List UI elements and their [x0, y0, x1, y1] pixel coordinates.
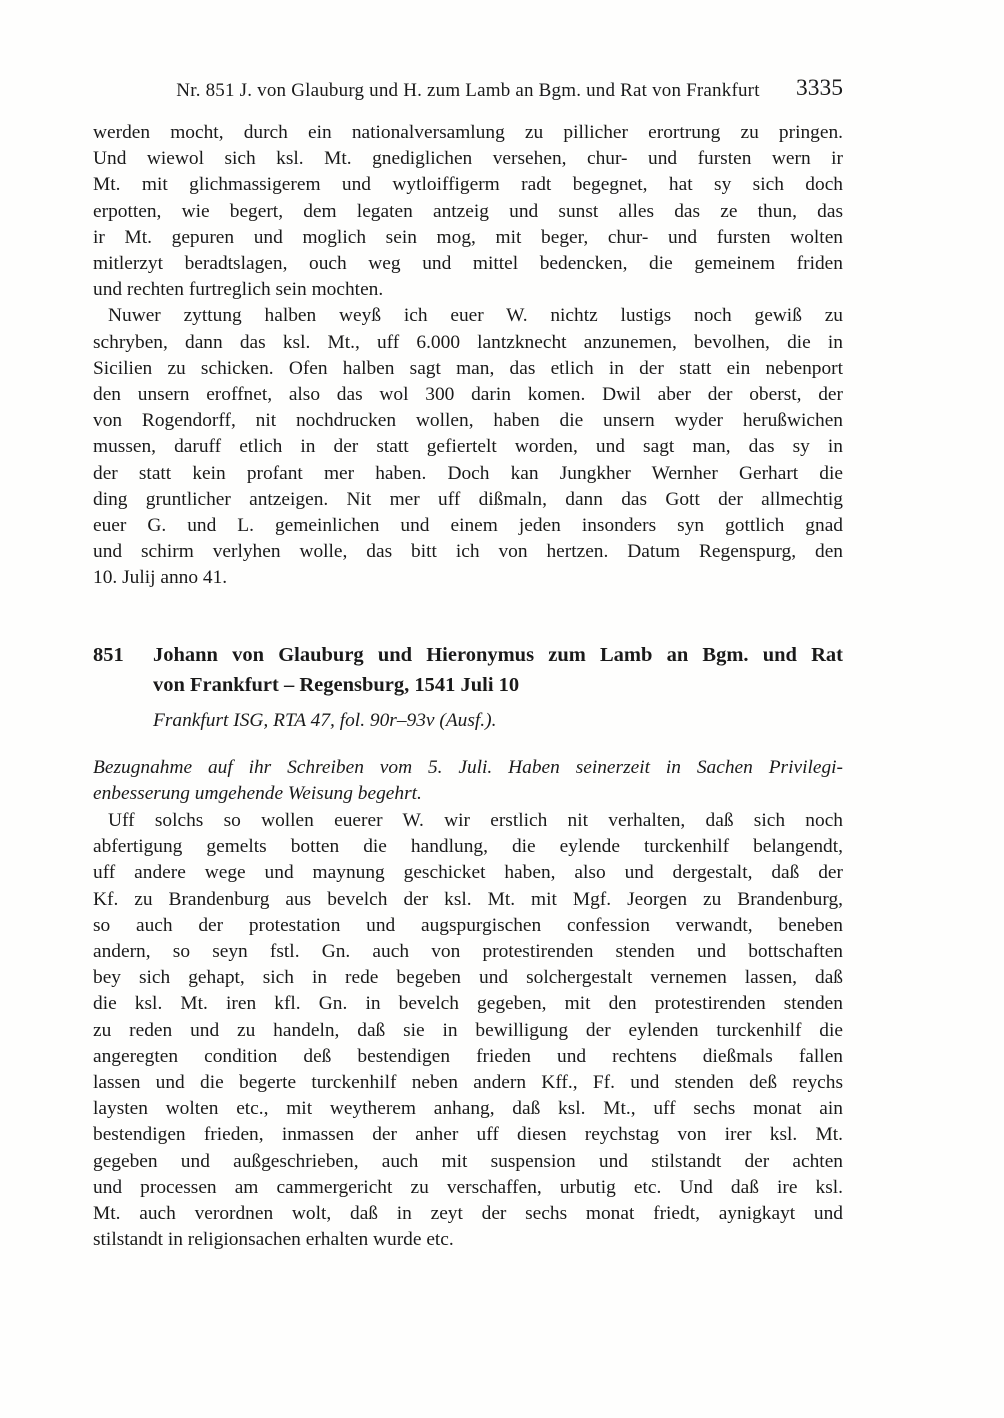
text-line: ir Mt. gepuren und moglich sein mog, mit beger, chur- und fursten wolten: [93, 226, 843, 248]
text-line: schryben, dann das ksl. Mt., uff 6.000 lantzknecht anzunemen, bevolhen, die in: [93, 331, 843, 353]
text-line: Mt. auch verordnen wolt, daß in zeyt der sechs monat friedt, aynigkayt und: [93, 1203, 843, 1225]
running-header: [93, 75, 843, 108]
text-line: Mt. mit glichmassigerem und wytloiffigerm radt begegnet, hat sy sich doch: [93, 174, 843, 196]
text-line: Uff solchs so wollen euerer W. wir erstlich nit verhalten, daß sich noch: [108, 810, 843, 831]
text-line: euer G. und L. gemeinlichen und einem jeden insonders syn gottlich gnad: [93, 515, 843, 537]
text-line: zu reden und zu handeln, daß sie in bewilligung der eylenden turckenhilf die: [93, 1019, 843, 1041]
text-line: den unsern eroffnet, also das wol 300 darin komen. Dwil aber der oberst, der: [93, 384, 843, 406]
text-line: bestendigen frieden, inmassen der anher uff diesen reychstag von irer ksl. Mt.: [93, 1124, 843, 1146]
text-line: mitlerzyt beradtslagen, ouch weg und mittel bedencken, die gemeinem friden: [93, 253, 843, 275]
text-line: ding gruntlicher antzeigen. Nit mer uff dißmaln, dann das Gott der allmechtig: [93, 488, 843, 510]
text-line: enbesserung umgehende Weisung begehrt.: [93, 783, 422, 805]
text-line: bey sich gehapt, sich in rede begeben und solchergestalt vernemen lassen, daß: [93, 967, 843, 989]
text-line: so auch der protestation und augspurgischen confession verwandt, beneben: [93, 914, 843, 936]
text-line: von Frankfurt – Regensburg, 1541 Juli 10: [153, 674, 520, 696]
text-line: abfertigung gemelts botten die handlung, die eylende turckenhilf belangendt,: [93, 836, 843, 858]
text-line: Kf. zu Brandenburg aus bevelch der ksl. Mt. mit Mgf. Jeorgen zu Brandenburg,: [93, 888, 843, 910]
entry-851-heading: [93, 640, 843, 700]
previous-letter-continuation: [93, 120, 843, 592]
text-line: werden mocht, durch ein nationalversamlung zu pillicher erortrung zu pringen.: [93, 122, 843, 143]
text-line: uff andere wege und maynung geschicket haben, also und dergestalt, daß der: [93, 862, 843, 884]
text-line: Und wiewol sich ksl. Mt. gnediglichen versehen, chur- und fursten wern ir: [93, 148, 843, 170]
text-line: und processen am cammergericht zu verschaffen, urbutig etc. Und daß ire ksl.: [93, 1176, 843, 1198]
text-line: stilstandt in religionsachen erhalten wurde etc.: [93, 1229, 454, 1251]
text-line: laysten wolten etc., mit weytherem anhang, daß ksl. Mt., uff sechs monat ain: [93, 1098, 843, 1120]
entry-body: [93, 808, 843, 1253]
text-line: mussen, daruff etlich in der statt gefiertelt worden, und sagt man, das sy in: [93, 436, 843, 458]
running-header-title: Nr. 851 J. von Glauburg und H. zum Lamb an Bgm. und Rat von Frankfurt: [176, 80, 760, 101]
entry-number: 851: [93, 644, 124, 666]
text-line: und rechten furtreglich sein mochten.: [93, 279, 384, 301]
text-line: lassen und die begerte turckenhilf neben andern Kff., Ff. und stenden deß reychs: [93, 1072, 843, 1094]
text-line: der statt kein profant mer haben. Doch kan Jungkher Wernher Gerhart die: [93, 462, 843, 484]
page-number: 3335: [796, 75, 843, 101]
text-line: von Rogendorff, nit nochdrucken wollen, haben die unsern wyder herußwichen: [93, 410, 843, 432]
text-line: Nuwer zyttung halben weyß ich euer W. nichtz lustigs noch gewiß zu: [108, 305, 843, 327]
text-line: Bezugnahme auf ihr Schreiben vom 5. Juli. Haben seinerzeit in Sachen Privilegi-: [93, 757, 843, 778]
text-line: andern, so seyn fstl. Gn. auch von protestirenden stenden und bottschaften: [93, 941, 843, 963]
text-line: gegeben und außgeschrieben, auch mit suspension und stilstandt der achten: [93, 1150, 843, 1172]
text-line: und schirm verlyhen wolle, das bitt ich von hertzen. Datum Regenspurg, den: [93, 541, 843, 563]
text-line: Johann von Glauburg und Hieronymus zum Lamb an Bgm. und Rat: [153, 644, 843, 666]
text-line: angeregten condition deß bestendigen frieden und rechtens dießmals fallen: [93, 1045, 843, 1067]
source-citation: Frankfurt ISG, RTA 47, fol. 90r–93v (Ausf.).: [153, 710, 497, 731]
entry-summary: [93, 755, 843, 807]
text-line: die ksl. Mt. iren kfl. Gn. in bevelch gegeben, mit den protestirenden stenden: [93, 993, 843, 1015]
text-line: erpotten, wie begert, dem legaten antzeig und sunst alles das ze thun, das: [93, 200, 843, 222]
letter-paragraph: [93, 303, 843, 591]
text-line: 10. Julij anno 41.: [93, 567, 228, 589]
entry-title: [153, 640, 843, 700]
text-line: Sicilien zu schicken. Ofen halben sagt man, das etlich in der statt ein nebenport: [93, 357, 843, 379]
letter-paragraph: [93, 120, 843, 303]
